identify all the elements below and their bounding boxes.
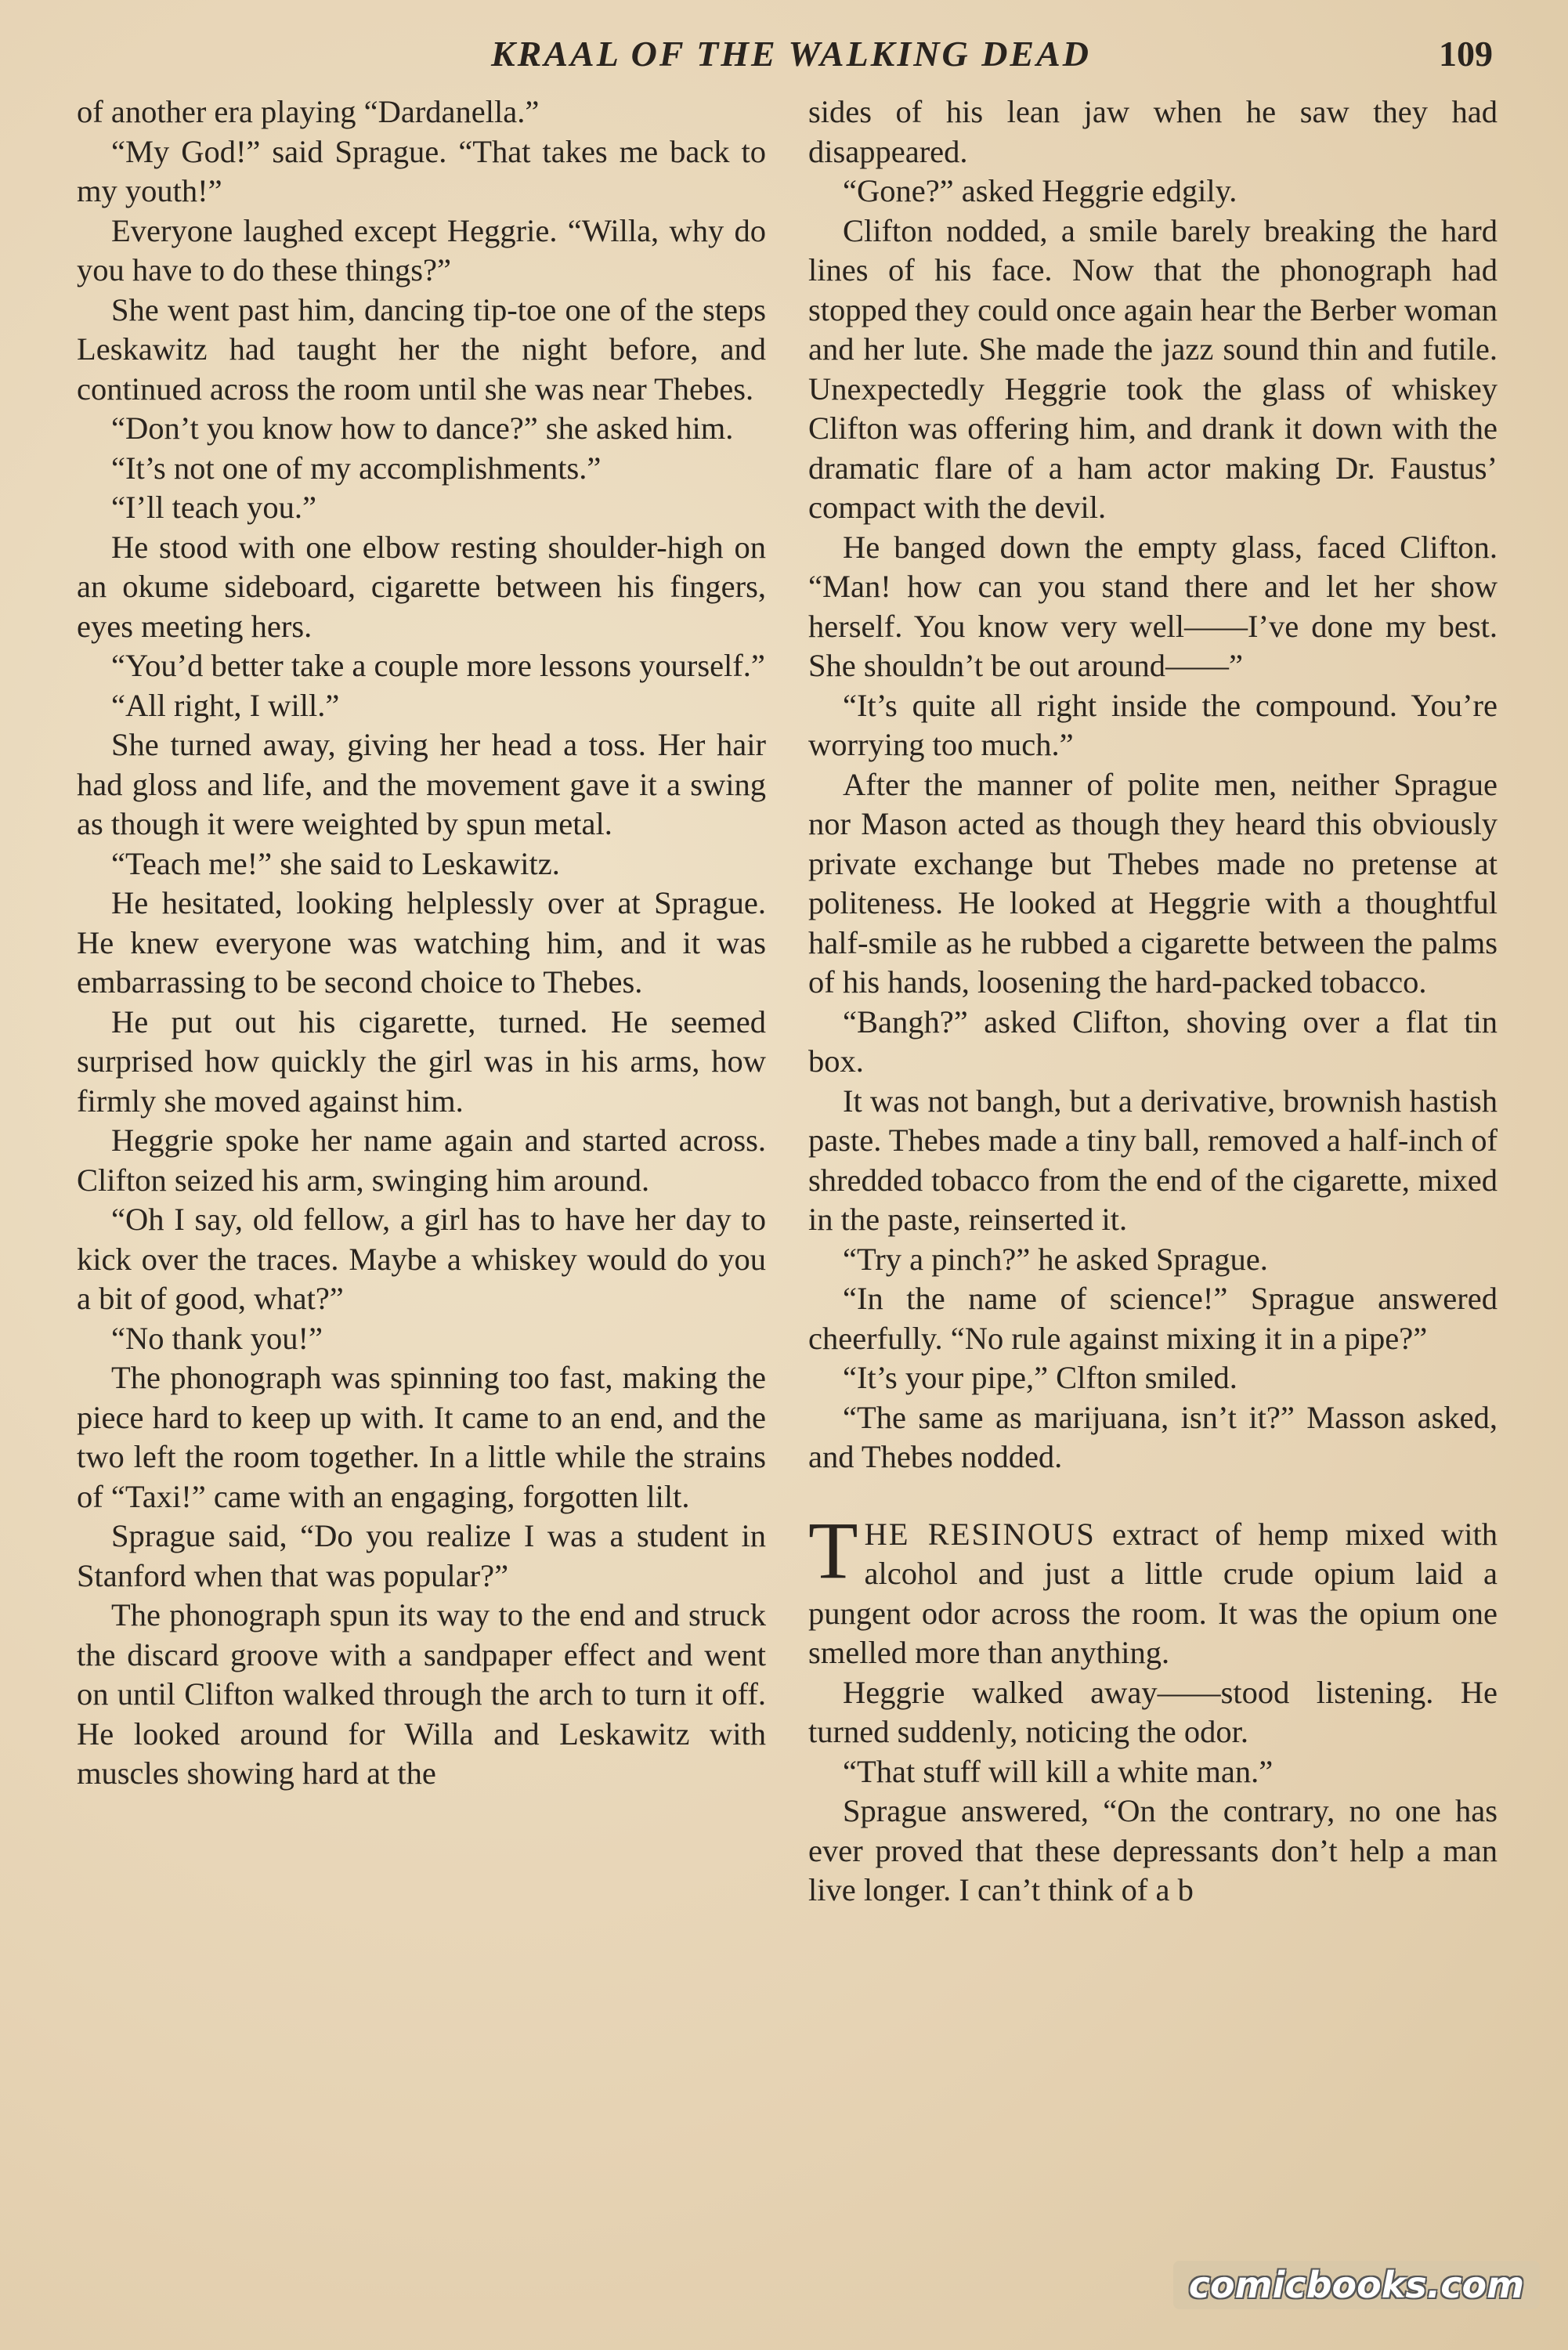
running-head: KRAAL OF THE WALKING DEAD xyxy=(490,34,1091,74)
paragraph: Sprague said, “Do you realize I was a student in Stanford when that was popular?” xyxy=(77,1518,766,1593)
paragraph: Everyone laughed except Heggrie. “Willa, why do you have to do these things?” xyxy=(77,212,766,287)
paragraph: “Gone?” asked Heggrie edgily. xyxy=(843,173,1237,208)
paragraph: “Don’t you know how to dance?” she asked him. xyxy=(111,410,734,446)
paragraph: “No thank you!” xyxy=(111,1320,323,1356)
paragraph: “In the name of science!” Sprague answered cheerfully. “No rule against mixing it in a pipe?” xyxy=(808,1281,1498,1356)
page-number: 109 xyxy=(1439,34,1493,74)
paragraph: sides of his lean jaw when he saw they had disappeared. xyxy=(808,94,1498,169)
paragraph: Heggrie walked away——stood listening. He turned suddenly, noticing the odor. xyxy=(808,1674,1498,1749)
paragraph: of another era playing “Dardanella.” xyxy=(77,94,540,129)
left-column xyxy=(77,92,766,1794)
lead-in: HE RESINOUS xyxy=(864,1516,1096,1552)
paragraph: “Bangh?” asked Clifton, shoving over a flat tin box. xyxy=(808,1003,1498,1079)
drop-cap: T xyxy=(808,1505,858,1596)
paragraph: “All right, I will.” xyxy=(111,687,340,723)
paragraph: “That stuff will kill a white man.” xyxy=(843,1753,1274,1789)
paragraph: “It’s your pipe,” Clfton smiled. xyxy=(843,1360,1237,1395)
paragraph: It was not bangh, but a derivative, brownish hastish paste. Thebes made a tiny ball, removed a half-inch of shredded tobacco from the end of the cigarette, mixed in the paste, reinserted it. xyxy=(808,1083,1498,1237)
paragraph: She went past him, dancing tip-toe one of the steps Leskawitz had taught her the night before, and continued across the room until she was near Thebes. xyxy=(77,291,766,407)
paragraph: He hesitated, looking helplessly over at Sprague. He knew everyone was watching him, and it was embarrassing to be second choice to Thebes. xyxy=(77,885,766,1000)
paragraph: “My God!” said Sprague. “That takes me back to my youth!” xyxy=(77,133,766,208)
paragraph: Heggrie spoke her name again and started across. Clifton seized his arm, swinging him around. xyxy=(77,1123,766,1198)
paragraph: “It’s not one of my accomplishments.” xyxy=(111,450,602,486)
paragraph: The phonograph was spinning too fast, making the piece hard to keep up with. It came to an end, and the two left the room together. In a little while the strains of “Taxi!” came with an engaging, forgotten lilt. xyxy=(77,1360,766,1514)
paragraph: “Oh I say, old fellow, a girl has to have her day to kick over the traces. Maybe a whiskey would do you a bit of good, what?” xyxy=(77,1202,766,1316)
watermark-logo: comicbooks.com xyxy=(1173,2261,1540,2309)
paragraph: She turned away, giving her head a toss. Her hair had gloss and life, and the movement gave it a swing as though it were weighted by spun metal. xyxy=(77,727,766,841)
section-opening-paragraph xyxy=(808,1505,1498,1673)
paragraph: “Teach me!” she said to Leskawitz. xyxy=(111,845,560,881)
paragraph: After the manner of polite men, neither Sprague nor Mason acted as though they heard this obviously private exchange but Thebes made no pretense at politeness. He looked at Heggrie with a thoughtful half-smile as he rubbed a cigarette between the palms of his hands, loosening the hard-packed tobacco. xyxy=(808,766,1498,1000)
paragraph: “I’ll teach you.” xyxy=(111,490,316,525)
paragraph: “Try a pinch?” he asked Sprague. xyxy=(843,1241,1268,1277)
paragraph: Sprague answered, “On the contrary, no one has ever proved that these depressants don’t help a man live longer. I can’t think of a b xyxy=(808,1793,1498,1907)
paragraph: Clifton nodded, a smile barely breaking the hard lines of his face. Now that the phonograph had stopped they could once again hear the Berber woman and her lute. She made the jazz sound thin and futile. Unexpectedly Heggrie took the glass of whiskey Clifton was offering him, and drank it down with the dramatic flare of a ham actor making Dr. Faustus’ compact with the devil. xyxy=(808,212,1498,525)
paragraph: “You’d better take a couple more lessons yourself.” xyxy=(111,648,765,683)
paragraph: He banged down the empty glass, faced Clifton. “Man! how can you stand there and let her show herself. You know very well——I’ve done my best. She shouldn’t be out around——” xyxy=(808,529,1498,683)
paragraph: He stood with one elbow resting shoulder-high on an okume sideboard, cigarette between his fingers, eyes meeting hers. xyxy=(77,529,766,644)
paragraph: “The same as marijuana, isn’t it?” Masson asked, and Thebes nodded. xyxy=(808,1399,1498,1474)
right-column xyxy=(808,92,1498,1911)
paragraph: “It’s quite all right inside the compound. You’re worrying too much.” xyxy=(808,687,1498,762)
paragraph: He put out his cigarette, turned. He seemed surprised how quickly the girl was in his arms, how firmly she moved against him. xyxy=(77,1003,766,1119)
paragraph: The phonograph spun its way to the end and struck the discard groove with a sandpaper effect and went on until Clifton walked through the arch to turn it off. He looked around for Willa and Leskawitz with muscles showing hard at the xyxy=(77,1597,766,1791)
section-text: extract of hemp mixed with alcohol and just a little crude opium laid a pungent odor across the room. It was the opium one smelled more than anything. xyxy=(808,1516,1498,1670)
